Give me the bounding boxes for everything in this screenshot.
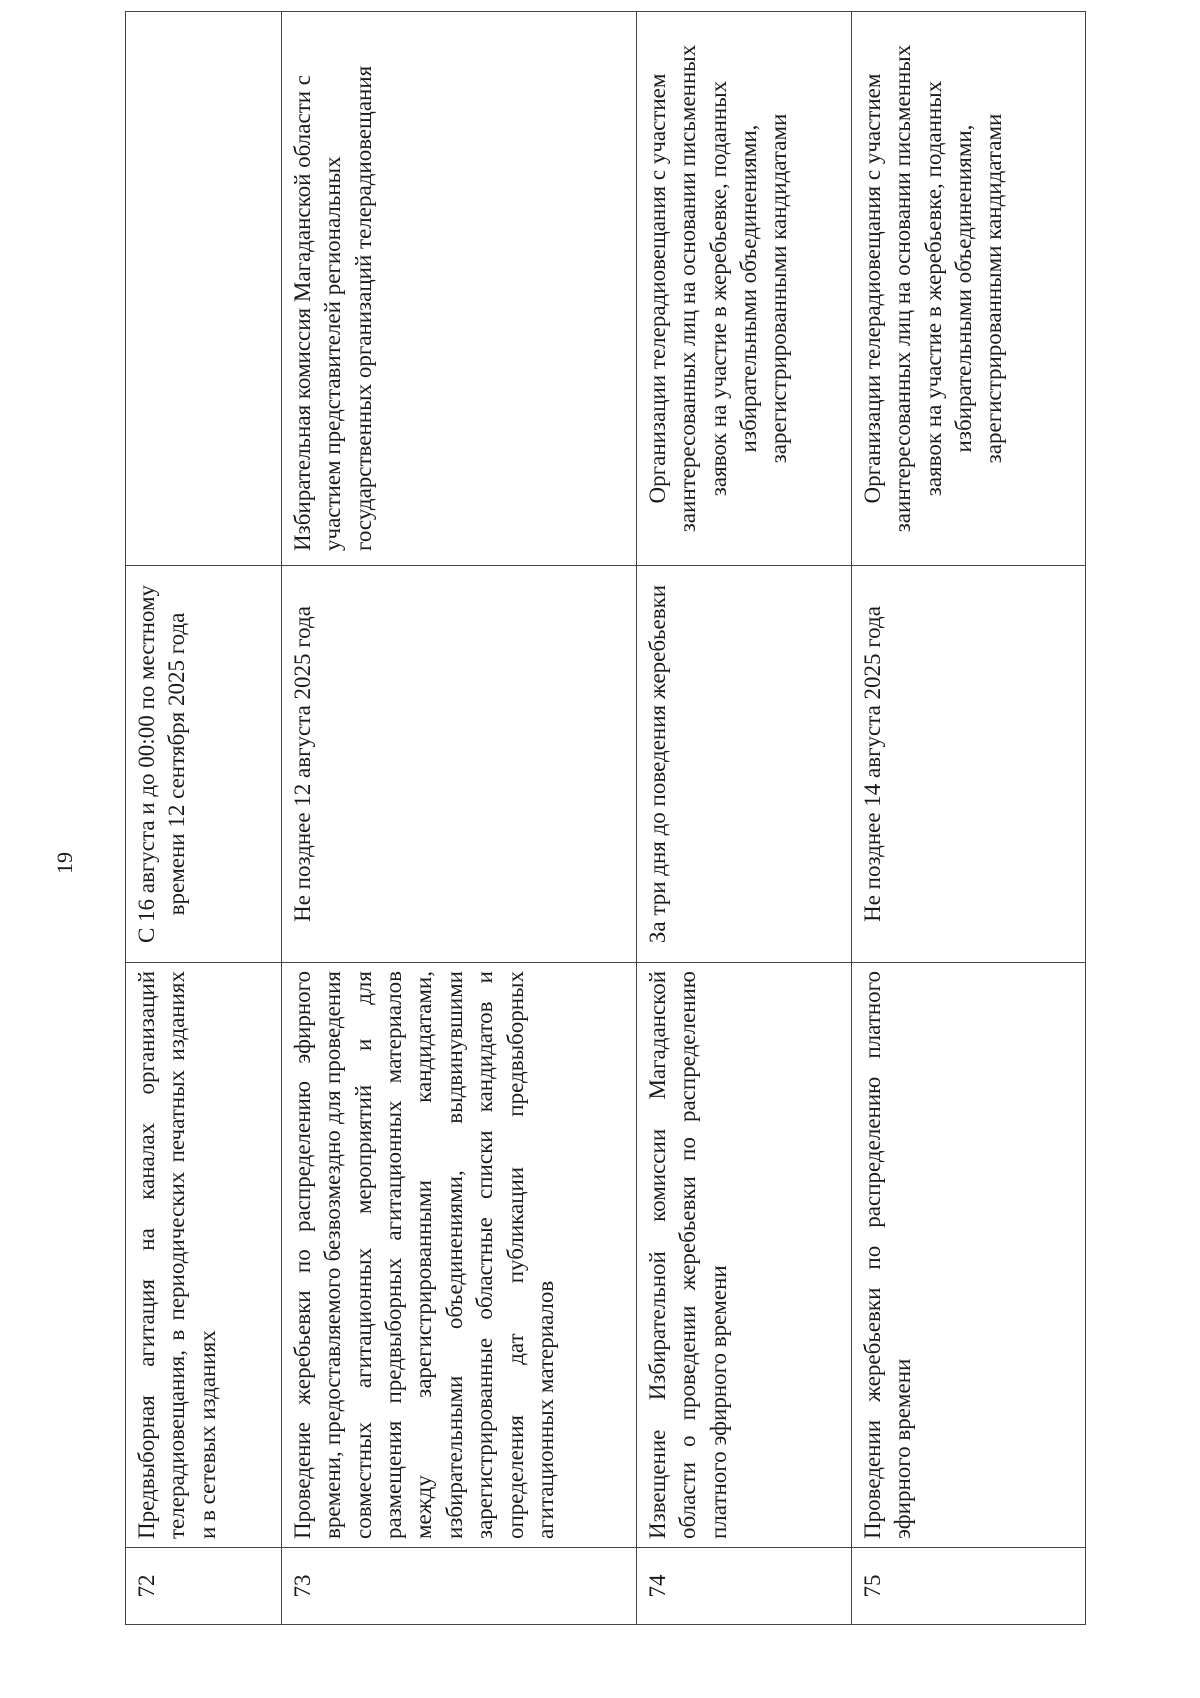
row-number: 75 [852,1548,1086,1625]
schedule-table [125,11,1086,1625]
deadline-cell: С 16 августа и до 00:00 по местному времени 12 сентября 2025 года [126,566,282,963]
schedule-table-container [125,44,1085,1625]
responsible-cell: Избирательная комиссия Магаданской области с участием представителей региональных государственных организаций телерадиовещания [282,12,637,566]
event-cell: Проведение жеребьевки по распределению эфирного времени, предоставляемого безвозмездно для проведения совместных агитационных мероприятий и для размещения предвыборных агитационных материалов между зарегистрированными кандидатами, избирательными объединениями, выдвинувшими зарегистрированные областные списки кандидатов и определения дат публикации предвыборных агитационных материалов [282,963,637,1548]
table-row [126,12,282,1625]
page-number: 19 [52,852,77,874]
responsible-cell: Организации телерадиовещания с участием заинтересованных лиц на основании письменных заявок на участие в жеребьевке, поданных избирательными объединениями, зарегистрированными кандидатами [637,12,852,566]
table-row [637,12,852,1625]
row-number: 74 [637,1548,852,1625]
deadline-cell: Не позднее 14 августа 2025 года [852,566,1086,963]
row-number: 73 [282,1548,637,1625]
deadline-cell: За три дня до поведения жеребьевки [637,566,852,963]
table-row [282,12,637,1625]
table-row [852,12,1086,1625]
event-cell: Проведении жеребьевки по распределению платного эфирного времени [852,963,1086,1548]
responsible-cell: Организации телерадиовещания с участием заинтересованных лиц на основании письменных заявок на участие в жеребьевке, поданных избирательными объединениями, зарегистрированными кандидатами [852,12,1086,566]
event-cell: Извещение Избирательной комиссии Магаданской области о проведении жеребьевки по распределению платного эфирного времени [637,963,852,1548]
deadline-cell: Не позднее 12 августа 2025 года [282,566,637,963]
row-number: 72 [126,1548,282,1625]
event-cell: Предвыборная агитация на каналах организаций телерадиовещания, в периодических печатных изданиях и в сетевых изданиях [126,963,282,1548]
responsible-cell [126,12,282,566]
